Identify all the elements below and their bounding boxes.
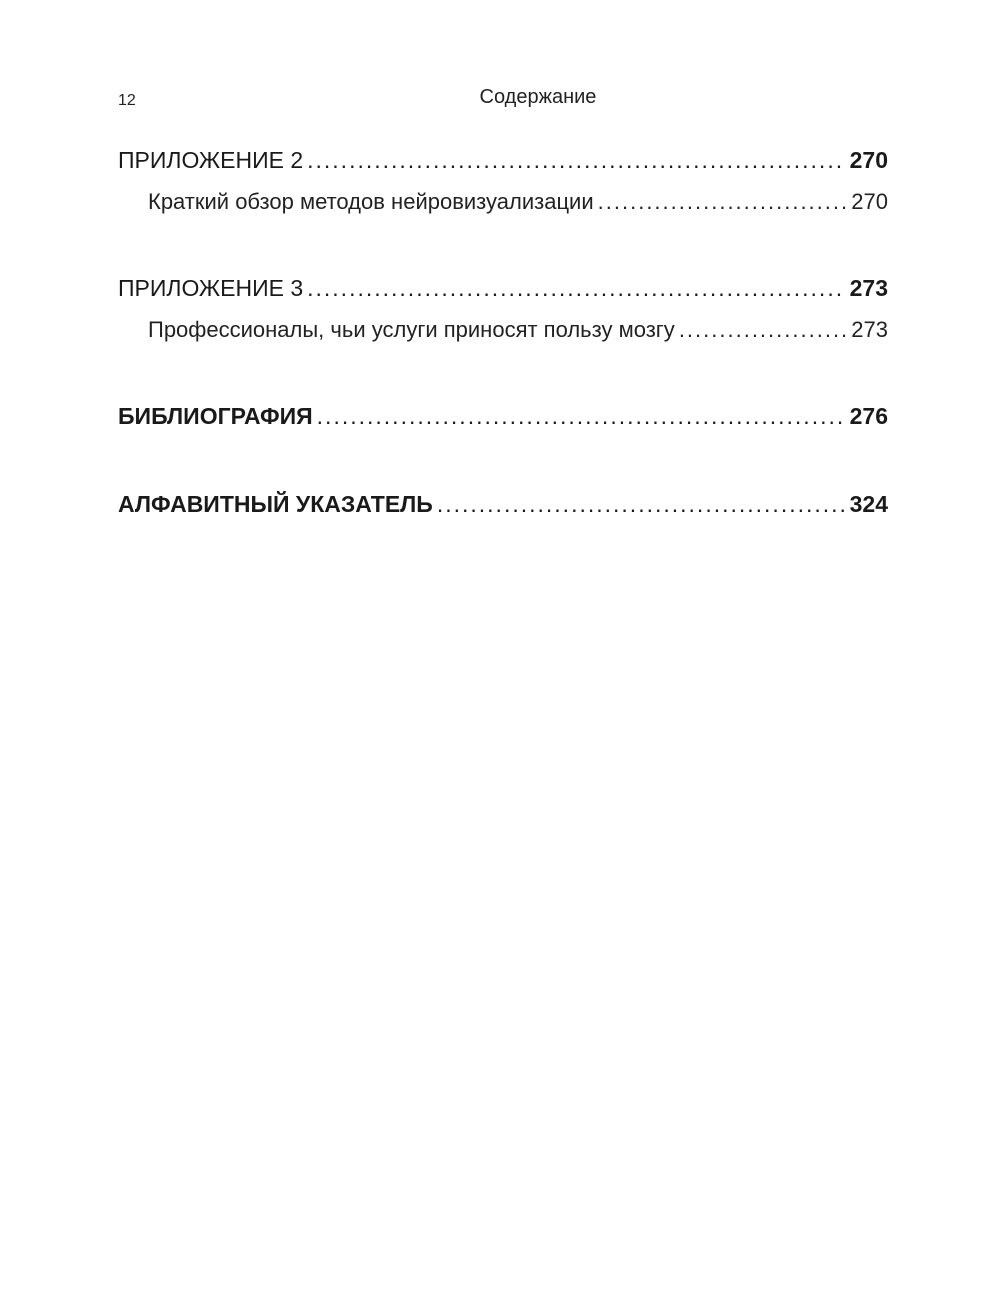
toc-subentry-title: Краткий обзор методов нейровизуализации xyxy=(148,189,594,214)
toc-entry-appendix-3[interactable] xyxy=(118,270,888,310)
toc-entry-page: 324 xyxy=(849,491,888,517)
toc-entry-page: 270 xyxy=(849,147,888,173)
table-of-contents xyxy=(118,142,888,526)
running-head: Содержание xyxy=(479,86,597,108)
toc-entry-title: ПРИЛОЖЕНИЕ 2 xyxy=(118,147,304,173)
toc-subentry-page: 273 xyxy=(851,317,888,342)
toc-subentry-brain-professionals[interactable] xyxy=(118,310,888,350)
dot-leader xyxy=(679,310,847,350)
toc-entry-bibliography[interactable] xyxy=(118,398,888,438)
dot-leader xyxy=(307,270,846,306)
section-gap xyxy=(118,222,888,270)
section-gap xyxy=(118,350,888,398)
toc-entry-appendix-2[interactable] xyxy=(118,142,888,182)
dot-leader xyxy=(598,182,848,222)
section-gap xyxy=(118,438,888,486)
toc-entry-title: БИБЛИОГРАФИЯ xyxy=(118,403,313,429)
toc-subentry-neuroimaging-overview[interactable] xyxy=(118,182,888,222)
toc-subentry-page: 270 xyxy=(851,189,888,214)
toc-entry-index[interactable] xyxy=(118,486,888,526)
dot-leader xyxy=(307,142,846,178)
dot-leader xyxy=(437,486,846,522)
page-header xyxy=(118,86,888,114)
toc-subentry-title: Профессионалы, чьи услуги приносят пользу мозгу xyxy=(148,317,675,342)
toc-entry-title: АЛФАВИТНЫЙ УКАЗАТЕЛЬ xyxy=(118,491,433,517)
toc-entry-page: 276 xyxy=(849,403,888,429)
toc-entry-page: 273 xyxy=(849,275,888,301)
dot-leader xyxy=(317,398,846,434)
page-number: 12 xyxy=(118,92,136,109)
toc-entry-title: ПРИЛОЖЕНИЕ 3 xyxy=(118,275,304,301)
